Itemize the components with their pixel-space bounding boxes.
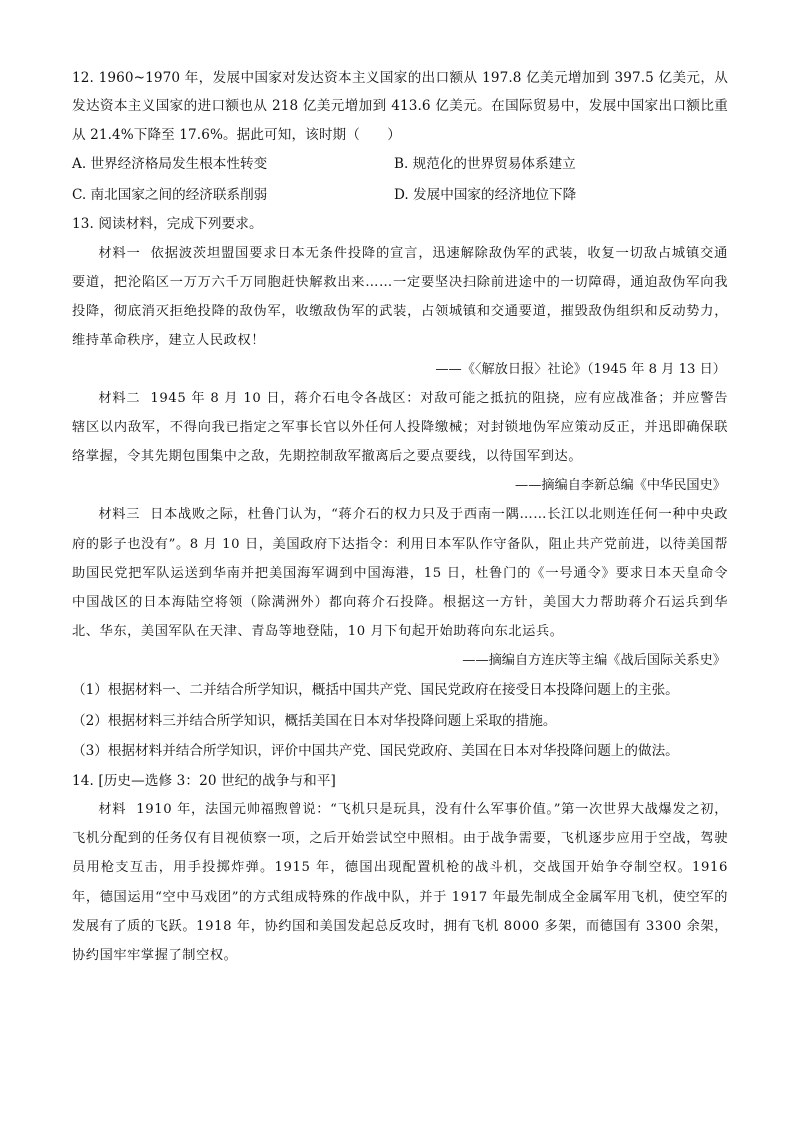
material-2 <box>72 384 728 471</box>
material-3-label: 材料三 <box>98 507 141 523</box>
exam-page <box>72 64 728 970</box>
material-1 <box>72 239 728 355</box>
question-14-material-label: 材料 <box>98 802 127 818</box>
option-c[interactable]: C. 南北国家之间的经济联系削弱 <box>72 186 268 203</box>
subquestion-2: （2）根据材料三并结合所学知识，概括美国在日本对华投降问题上采取的措施。 <box>72 712 557 729</box>
material-1-text: 依据波茨坦盟国要求日本无条件投降的宣言，迅速解除敌伪军的武装，收复一切敌占城镇交通要道，把沦陷区一万万六千万同胞赶快解救出来……一定要坚决扫除前进途中的一切障碍，通迫敌伪军向我投降，彻底消灭拒绝投降的敌伪军，收缴敌伪军的武装，占领城镇和交通要道，摧毁敌伪组织和反动势力，维持革命秩序，建立人民政权！ <box>72 245 728 348</box>
material-1-label: 材料一 <box>98 245 141 261</box>
material-2-label: 材料二 <box>98 391 141 407</box>
material-3-source: ——摘编自方连庆等主编《战后国际关系史》 <box>462 652 726 668</box>
material-2-text: 1945 年 8 月 10 日，蒋介石电令各战区：对敌可能之抵抗的阻挠，应有应战准备；并应警告辖区以内敌军，不得向我已指定之军事长官以外任何人投降缴械；对封锁地伪军应策动反正，并迅即确保联络掌握，令其先期包围集中之敌，先期控制敌军撤离后之要点要线，以待国军到达。 <box>72 391 728 465</box>
question-14-stem: 14. [历史—选修 3：20 世纪的战争与和平] <box>72 772 336 789</box>
option-d[interactable]: D. 发展中国家的经济地位下降 <box>394 186 577 203</box>
subquestion-1: （1）根据材料一、二并结合所学知识，概括中国共产党、国民党政府在接受日本投降问题上的主张。 <box>72 682 679 699</box>
question-14-material <box>72 795 728 970</box>
question-14-material-text: 1910 年，法国元帅福煦曾说：“飞机只是玩具，没有什么军事价值。”第一次世界大战爆发之初，飞机分配到的任务仅有目视侦察一项，之后开始尝试空中照相。由于战争需要，飞机逐步应用于空战，驾驶员用枪支互击，用手投掷炸弹。1915 年，德国出现配置机枪的战斗机，交战国开始争夺制空权。1916 年，德国运用“空中马戏团”的方式组成特殊的作战中队，并于 1917 年最先制成全金属军用飞机，使空军的发展有了质的飞跃。1918 年，协约国和美国发起总反攻时，拥有飞机 8000 多架，而德国有 3300 余架，协约国牢牢掌握了制空权。 <box>72 802 729 963</box>
question-13-stem: 13. 阅读材料，完成下列要求。 <box>72 216 263 233</box>
option-b[interactable]: B. 规范化的世界贸易体系建立 <box>394 156 576 173</box>
option-a[interactable]: A. 世界经济格局发生根本性转变 <box>72 156 268 173</box>
question-12-stem: 12. 1960~1970 年，发展中国家对发达资本主义国家的出口额从 197.8 亿美元增加到 397.5 亿美元，从发达资本主义国家的进口额也从 218 亿美元增加到 413.6 亿美元。在国际贸易中，发展中国家出口额比重从 21.4%下降至 17.6%。据此可知，该时期（ ） <box>72 70 728 143</box>
question-12-options <box>72 149 728 210</box>
material-1-source: ——《〈解放日报〉社论》（1945 年 8 月 13 日） <box>435 362 726 377</box>
subquestion-3: （3）根据材料并结合所学知识，评价中国共产党、国民党政府、美国在日本对华投降问题上的做法。 <box>72 743 679 760</box>
material-3 <box>72 500 728 645</box>
material-3-text: 日本战败之际，杜鲁门认为，“蒋介石的权力只及于西南一隅……长江以北则连任何一种中央政府的影子也没有”。8 月 10 日，美国政府下达指令：利用日本军队作守备队，阻止共产党前进，以待美国帮助国民党把军队运送到华南并把美国海军调到中国海港，15 日，杜鲁门的《一号通令》要求日本天皇命令中国战区的日本海陆空将领（除满洲外）都向蒋介石投降。根据这一方针，美国大力帮助蒋介石运兵到华北、华东，美国军队在天津、青岛等地登陆，10 月下旬起开始助蒋向东北运兵。 <box>72 507 728 639</box>
material-2-source: ——摘编自李新总编《中华民国史》 <box>515 478 726 494</box>
